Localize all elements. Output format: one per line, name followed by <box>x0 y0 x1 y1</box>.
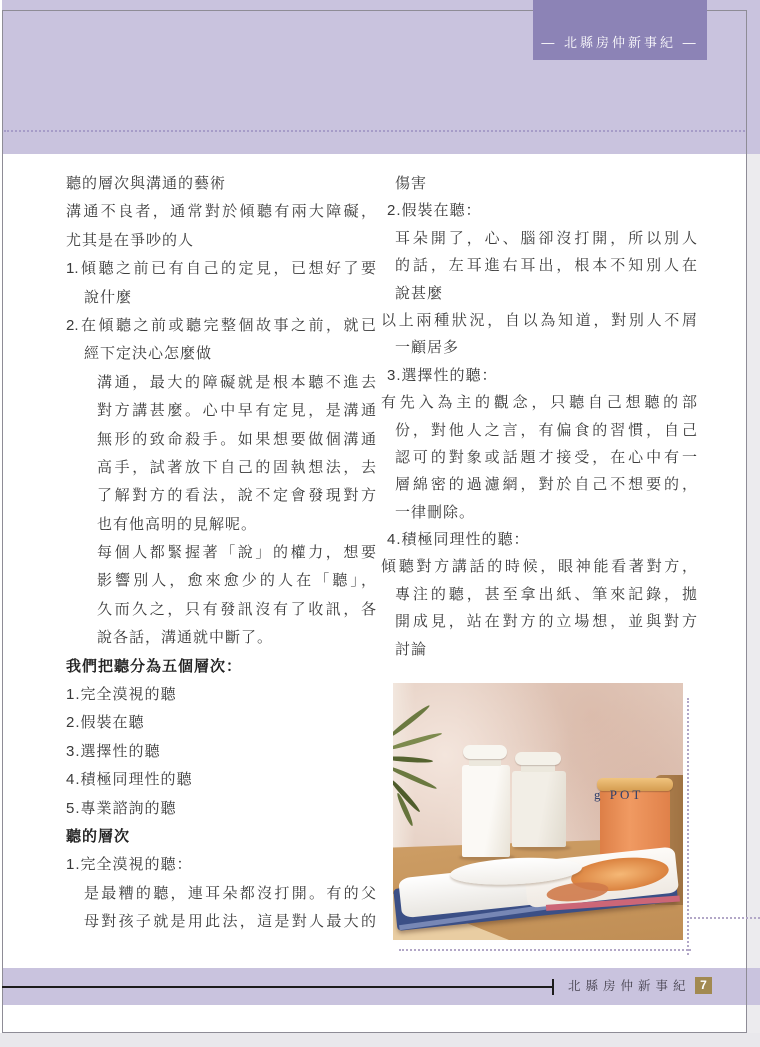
header-dotted-divider <box>4 130 745 132</box>
text-line: 4.積極同理性的聽： <box>387 531 530 549</box>
page-outside-bottom <box>0 1033 760 1047</box>
footer-brand: 北縣房仲新事紀 <box>568 979 691 993</box>
footer-rule-tick <box>552 979 554 995</box>
text-line: 認可的對象或話題才接受，在心中有一 <box>395 448 697 466</box>
text-line: 聽的層次 <box>66 827 131 845</box>
text-line: 久而久之，只有發訊沒有了收訊，各 <box>97 600 376 618</box>
text-line: 無形的致命殺手。如果想要做個溝通 <box>97 430 376 448</box>
text-line: 聽的層次與溝通的藝術 <box>66 175 227 192</box>
text-line: 1.完全漠視的聽 <box>66 686 177 704</box>
text-line: 一律刪除。 <box>395 503 476 521</box>
text-line: 說什麼 <box>84 288 133 306</box>
text-line: 2.假裝在聽： <box>387 202 482 220</box>
text-line: 耳朵開了，心、腦卻沒打開，所以別人 <box>395 229 697 247</box>
page-number-badge: 7 <box>695 977 712 994</box>
photo-plant <box>393 691 463 831</box>
footer-rule <box>2 986 553 988</box>
text-line: 尤其是在爭吵的人 <box>66 231 195 249</box>
text-line: 母對孩子就是用此法，這是對人最大的 <box>84 913 376 931</box>
text-line: 1.傾聽之前已有自己的定見，已想好了要 <box>66 260 376 278</box>
text-line: 以上兩種狀況，自以為知道，對別人不屑 <box>381 311 697 329</box>
text-line: 份，對他人之言，有偏食的習慣，自己 <box>395 421 697 439</box>
text-line: 5.專業諮詢的聽 <box>66 799 177 817</box>
text-line: 3.選擇性的聽 <box>66 742 161 760</box>
article-left-column <box>66 170 376 937</box>
page-outside-right <box>747 0 760 1047</box>
text-line: 3.選擇性的聽： <box>387 366 498 384</box>
masthead-tab <box>533 0 707 60</box>
text-line: 每個人都緊握著「說」的權力，想要 <box>97 544 376 562</box>
text-line: 說各話，溝通就中斷了。 <box>97 629 274 647</box>
photo-jar-right <box>512 752 566 847</box>
text-line: 高手，試著放下自己的固執想法，去 <box>97 458 376 476</box>
text-line: 4.積極同理性的聽 <box>66 771 193 789</box>
masthead-title: — 北縣房仲新事紀 — <box>541 35 699 50</box>
text-line: 開成見，站在對方的立場想，並與對方 <box>395 613 697 631</box>
photo-kitchen-still-life <box>393 683 683 940</box>
text-line: 傾聽對方講話的時候，眼神能看著對方， <box>381 558 697 576</box>
text-line: 對方講甚麼。心中早有定見，是溝通 <box>97 402 376 420</box>
text-line: 的話，左耳進右耳出，根本不知別人在 <box>395 257 697 275</box>
photo-jar-left <box>462 745 510 857</box>
text-line: 1.完全漠視的聽： <box>66 856 193 874</box>
text-line: 專注的聽，甚至拿出紙、筆來記錄，拋 <box>395 585 697 603</box>
text-line: 也有他高明的見解呢。 <box>97 515 258 533</box>
text-line: 層綿密的過濾網，對於自己不想要的， <box>395 476 697 494</box>
text-line: 了解對方的看法，說不定會發現對方 <box>97 487 376 505</box>
text-line: 我們把聽分為五個層次： <box>66 657 243 675</box>
text-line: 一顧居多 <box>395 339 460 357</box>
text-line: 傷害 <box>395 175 428 192</box>
text-line: 有先入為主的觀念，只聽自己想聽的部 <box>381 394 697 412</box>
text-line: 影響別人，愈來愈少的人在「聽」， <box>97 572 376 590</box>
photo-dotted-frame-bottom <box>399 949 691 951</box>
text-line: 討論 <box>395 640 428 658</box>
text-line: 溝通，最大的障礙就是根本聽不進去 <box>97 373 376 391</box>
text-line: 是最糟的聽，連耳朵都沒打開。有的父 <box>84 884 376 902</box>
text-line: 經下定決心怎麼做 <box>84 345 213 363</box>
article-right-column <box>381 170 697 663</box>
pot-label: g POT <box>594 787 644 802</box>
text-line: 2.假裝在聽 <box>66 714 145 732</box>
text-line: 溝通不良者，通常對於傾聽有兩大障礙， <box>66 203 376 221</box>
text-line: 2.在傾聽之前或聽完整個故事之前，就已 <box>66 316 376 334</box>
text-line: 說甚麼 <box>395 284 444 302</box>
photo-dotted-extension <box>687 917 760 919</box>
